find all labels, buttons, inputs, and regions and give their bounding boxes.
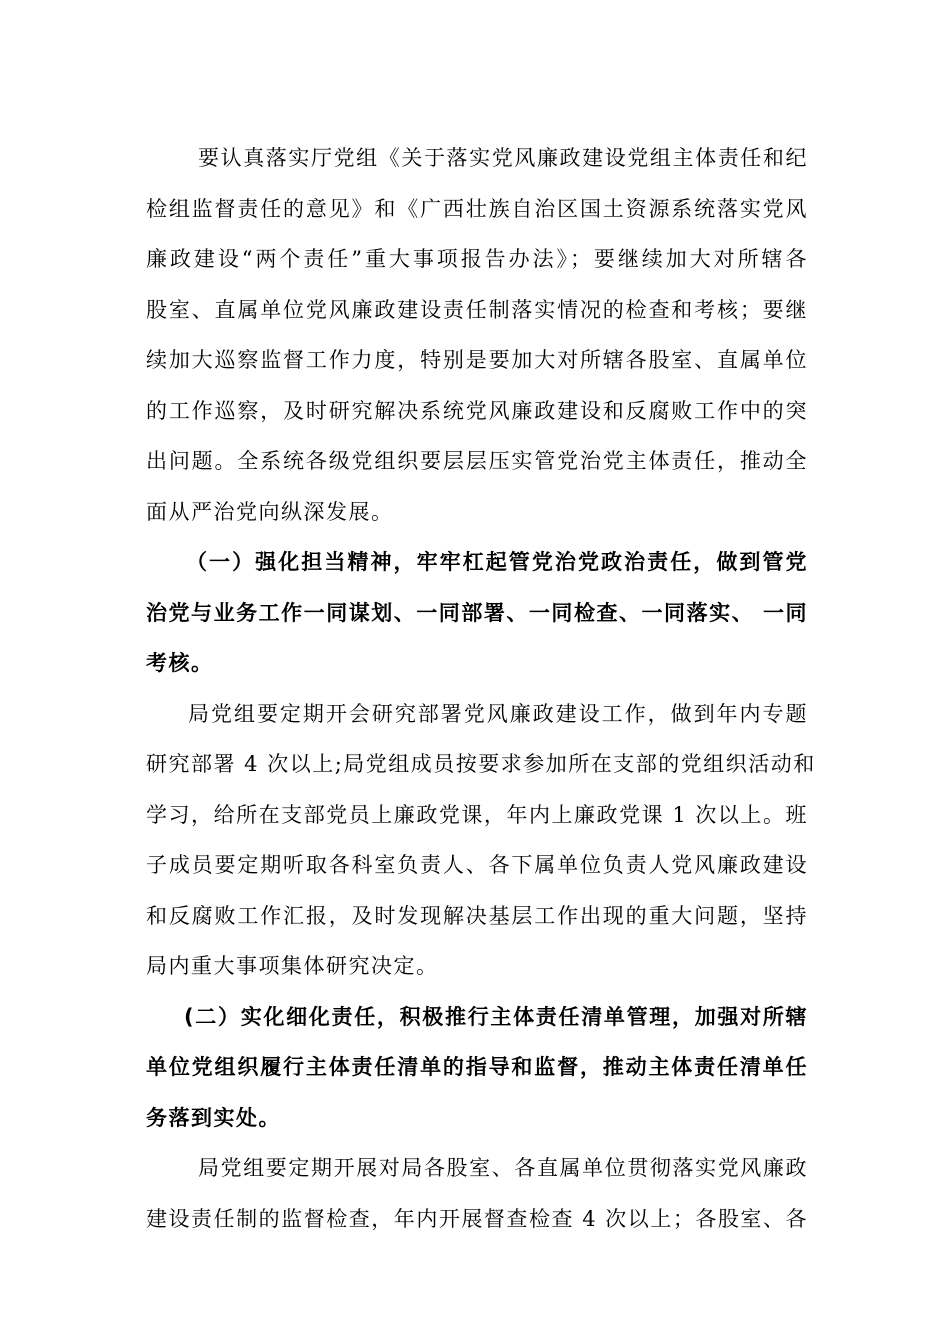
text-line: 廉政建设“两个责任”重大事项报告办法》；要继续加大对所辖各: [146, 247, 808, 271]
text-line: 局内重大事项集体研究决定。: [146, 954, 439, 978]
paragraph-intro: [146, 133, 808, 537]
text-line: 面从严治党向纵深发展。: [146, 499, 394, 524]
text-line: 研究部署 4 次以上;局党组成员按要求参加所在支部的党组织活动和: [146, 752, 816, 776]
text-line: 子成员要定期听取各科室负责人、各下属单位负责人党风廉政建设: [146, 853, 808, 877]
heading-line: 考核。: [146, 651, 214, 675]
text-line: 学习，给所在支部党员上廉政党课，年内上廉政党课 1 次以上。班: [146, 802, 808, 827]
text-line: 和反腐败工作汇报，及时发现解决基层工作出现的重大问题，坚持: [146, 903, 808, 928]
text-line: 检组监督责任的意见》和《广西壮族自治区国土资源系统落实党风: [146, 196, 808, 221]
heading-line: 单位党组织履行主体责任清单的指导和监督，推动主体责任清单任: [146, 1055, 808, 1079]
paragraph-section-2: [146, 1143, 808, 1244]
section-heading-1: [146, 537, 808, 689]
heading-line: 治党与业务工作一同谋划、一同部署、一同检查、一同落实、 一同: [146, 600, 808, 625]
heading-line: 务落到实处。: [146, 1105, 281, 1130]
text-line: 出问题。全系统各级党组织要层层压实管党治党主体责任，推动全: [146, 449, 808, 473]
text-line: 局党组要定期开展对局各股室、各直属单位贯彻落实党风廉政: [198, 1156, 808, 1180]
text-line: 的工作巡察，及时研究解决系统党风廉政建设和反腐败工作中的突: [146, 398, 808, 423]
text-line: 续加大巡察监督工作力度，特别是要加大对所辖各股室、直属单位: [146, 348, 808, 372]
document-body: [146, 133, 816, 1244]
heading-line: （一）强化担当精神，牢牢杠起管党治党政治责任，做到管党: [186, 550, 808, 574]
text-line: 局党组要定期开会研究部署党风廉政建设工作，做到年内专题: [188, 701, 808, 726]
text-line: 股室、直属单位党风廉政建设责任制落实情况的检查和考核；要继: [146, 297, 808, 322]
heading-line: (二）实化细化责任，积极推行主体责任清单管理，加强对所辖: [184, 1004, 808, 1029]
paragraph-section-1: [146, 689, 816, 992]
text-line: 要认真落实厅党组《关于落实党风廉政建设党组主体责任和纪: [198, 146, 808, 170]
section-heading-2: [146, 992, 808, 1144]
text-line: 建设责任制的监督检查，年内开展督查检查 4 次以上；各股室、各: [146, 1206, 808, 1231]
